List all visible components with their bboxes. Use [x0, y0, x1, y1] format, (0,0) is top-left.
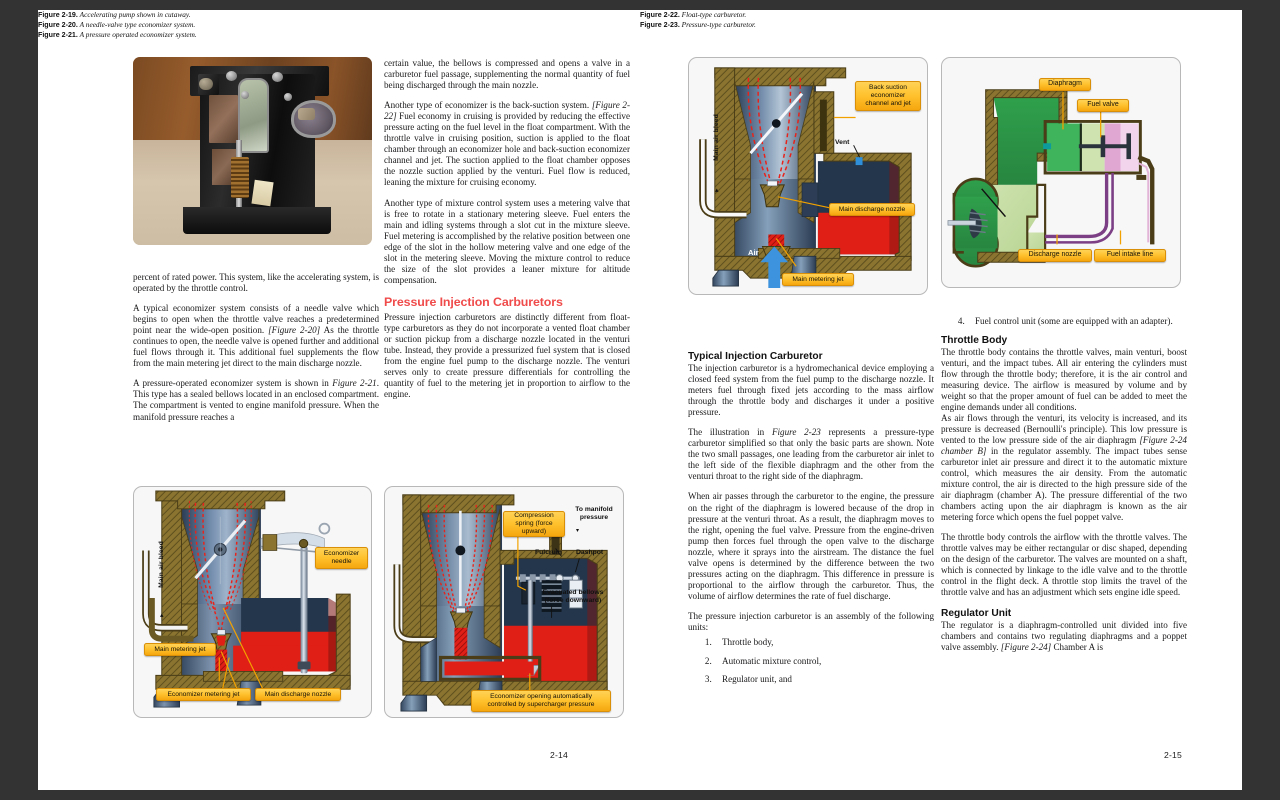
section-heading-regulator-unit: Regulator Unit: [941, 607, 1012, 619]
list-item: 2. Automatic mixture control,: [714, 656, 934, 667]
page-2-14: [38, 10, 640, 790]
paragraph: Another type of economizer is the back-suction system. [Figure 2-22] Fuel economy in cruising is provided by reducing the effective pressure acting on the fuel level in the float compartment. With the throttle valve in cruising position, suction is applied to the float chamber through an economizer hole and back-suction economizer channel and jet. The suction applied to the float chamber opposes the nozzle suction applied by the venturi. Fuel flow is reduced, leaning the mixture for cruising economy.: [384, 100, 630, 188]
arrow-manifold-pressure: ▾: [576, 528, 580, 534]
paragraph: The pressure injection carburetor is an assembly of the following units:: [688, 610, 934, 632]
photo-nut: [241, 91, 250, 99]
figure-2-20-frame: [133, 486, 372, 718]
callout-main-metering-jet: Main metering jet: [782, 273, 854, 286]
page-2-15-column-right: [941, 316, 1187, 662]
label-evacuated-bellows-text: Evacuated bellows (force downward): [542, 589, 604, 605]
figure-2-21-caption-label: Figure 2-21.: [38, 31, 78, 39]
paragraph: The regulator is a diaphragm-controlled unit divided into five chambers and contains two regulating diaphragms and a poppet valve assembly. [Figure 2-24] Chamber A is: [941, 619, 1187, 652]
paragraph: percent of rated power. This system, like the accelerating system, is operated by the throttle control.: [133, 272, 379, 294]
section-heading-typical-injection-carburetor: Typical Injection Carburetor: [688, 351, 823, 362]
figure-2-21-frame: [384, 486, 624, 718]
label-vent: Vent: [835, 139, 850, 146]
page-2-15: [640, 10, 1242, 790]
figure-2-20-caption-label: Figure 2-20.: [38, 21, 78, 29]
callout-main-air-bleed: Main air bleed: [158, 541, 165, 588]
injection-carburetor-units-list-continued: [941, 316, 1187, 327]
figure-2-21-caption-text: A pressure operated economizer system.: [79, 30, 197, 39]
callout-diaphragm: Diaphragm: [1039, 78, 1091, 91]
section-heading-throttle-body: Throttle Body: [941, 334, 1008, 346]
page-2-15-column-left: [688, 344, 934, 693]
callout-main-discharge-nozzle: Main discharge nozzle: [829, 203, 915, 216]
page-folio-2-15: 2-15: [1164, 750, 1183, 760]
photo-nut: [284, 93, 293, 101]
paragraph: The throttle body controls the airflow with the throttle valves. The throttle valves may be either rectangular or disc shaped, depending on the design of the carburetor. The valves are mounted on a shaft, which is connected by linkage to the idle valve and to the throttle control in the flight deck. A throttle stop limits the travel of the throttle valve and has an adjustment which sets engine idle speed.: [941, 532, 1187, 598]
paragraph: When air passes through the carburetor to the engine, the pressure on the right of the diaphragm is lowered because of the drop in pressure at the venturi throat. As a result, the diaphragm moves to the right, opening the fuel valve. Pressure from the engine-driven pump then forces fuel through the open valve to the discharge nozzle, where it sprays into the airstream. The distance the fuel valve opens is determined by the difference between the two pressures acting on the diaphragm. This difference in pressure is proportional to the airflow through the carburetor. Thus, the volume of airflow determines the rate of fuel discharge.: [688, 491, 934, 601]
photo-throttle-bore: [291, 100, 336, 138]
callout-main-discharge-nozzle: Main discharge nozzle: [255, 688, 341, 701]
paragraph: A pressure-operated economizer system is shown in Figure 2-21. This type has a sealed bellows located in an enclosed compartment. The compartment is vented to engine manifold pressure. When the manifold pressure reaches a: [133, 378, 379, 422]
photo-side-fitting: [198, 74, 220, 95]
callout-back-suction-economizer: Back suction economizer channel and jet: [855, 81, 921, 111]
photo-cutaway-window: [238, 78, 269, 153]
figure-2-22-frame: [688, 57, 928, 295]
callout-compression-spring: Compression spring (force upward): [503, 511, 565, 537]
paragraph: certain value, the bellows is compressed and opens a valve in a carburetor fuel passage, supplementing the normal quantity of fuel being discharged through the main nozzle.: [384, 58, 630, 91]
callout-economizer-opening: Economizer opening automatically controlled by supercharger pressure: [471, 690, 611, 712]
paragraph: The illustration in Figure 2-23 represents a pressure-type carburetor simplified so that only the basic parts are shown. Note the two small passages, one leading from the carburetor air inlet to the left side of the flexible diaphragm and the other from the venturi throat to the right side of the diaphragm.: [688, 427, 934, 482]
paragraph: A typical economizer system consists of a needle valve which begins to open when the throttle valve reaches a predetermined point near the wide-open position. [Figure 2-20] As the throttle continues to open, the needle valve is opened further and additional fuel flows through it. This additional fuel supplements the flow from the main metering jet direct to the main discharge nozzle.: [133, 303, 380, 369]
paragraph: Pressure injection carburetors are distinctly different from float-type carburetors as they do not incorporate a vented float chamber or suction pickup from a discharge nozzle located in the venturi tube. Instead, they provide a pressurized fuel system that is closed from the engine fuel pump to the discharge nozzle. The venturi serves only to create pressure differentials for controlling the quantity of fuel to the metering jet in proportion to airflow to the engine.: [384, 311, 630, 400]
paragraph: The injection carburetor is a hydromechanical device employing a closed feed system from the fuel pump to the discharge nozzle. It meters fuel through fixed jets according to the mass airflow through the throttle body and discharges it under a positive pressure.: [688, 363, 934, 418]
callout-economizer-needle: Economizer needle: [315, 547, 368, 569]
figure-2-19-caption-text: Accelerating pump shown in cutaway.: [79, 10, 191, 19]
section-heading-pressure-injection-carburetors: Pressure Injection Carburetors: [384, 294, 563, 309]
label-to-manifold-pressure: [568, 506, 620, 522]
list-item: 4. Fuel control unit (some are equipped with an adapter).: [967, 316, 1187, 327]
photo-pump-spring: [231, 157, 249, 198]
callout-main-metering-jet: Main metering jet: [144, 643, 216, 656]
callout-discharge-nozzle: Discharge nozzle: [1018, 249, 1092, 262]
figure-2-20-caption: [38, 20, 283, 30]
paragraph: As air flows through the venturi, its velocity is increased, and its pressure is decreased (Bernoulli's principle). This low pressure is vented to the low pressure side of the air diaphragm [Figure 2-24 chamber B] in the regulator assembly. The impact tubes sense carburetor inlet air pressure and direct it to the automatic mixture control, which measures the air density. From the automatic mixture control, the air is directed to the high pressure side of the air diaphragm (chamber A). The pressure differential of the two chambers acting upon the air diaphragm is known as the air metering force which opens the fuel poppet valve.: [941, 412, 1187, 523]
photo-nameplate: [209, 95, 238, 144]
figure-2-22-caption-label: Figure 2-22.: [640, 11, 680, 19]
figure-2-22-caption: [640, 10, 885, 20]
page-folio-2-14: 2-14: [550, 750, 569, 760]
list-item: 1. Throttle body,: [714, 637, 934, 648]
figure-2-23-caption-label: Figure 2-23.: [640, 21, 680, 29]
page-2-14-column-right: [384, 58, 630, 409]
figure-2-19-photo: [133, 57, 372, 245]
callout-economizer-metering-jet: Economizer metering jet: [156, 688, 251, 701]
injection-carburetor-units-list: [688, 637, 934, 685]
photo-tag: [251, 180, 273, 207]
figure-2-22-caption-text: Float-type carburetor.: [681, 10, 747, 19]
figure-2-23-frame: [941, 57, 1181, 288]
figure-2-19-caption: [38, 10, 283, 20]
photo-nut: [272, 72, 283, 82]
page-2-14-column-left: [133, 272, 379, 432]
label-to-manifold-pressure-text: To manifold pressure: [575, 506, 613, 522]
figure-2-21-caption: [38, 30, 283, 40]
list-item: 3. Regulator unit, and: [714, 674, 934, 685]
label-air: Air: [748, 248, 759, 257]
label-fulcrum: Fulcrum: [535, 549, 562, 556]
figure-2-20-drawing: [134, 487, 371, 717]
figure-2-23-caption: [640, 20, 885, 30]
figure-2-19-caption-label: Figure 2-19.: [38, 11, 78, 19]
paragraph: The throttle body contains the throttle valves, main venturi, boost venturi, and the impact tubes. All air entering the cylinders must flow through the throttle body; therefore, it is the air control and measuring device. The airflow is measured by volume and by weight so that the proper amount of fuel can be added to meet the engine demands under all conditions.: [941, 346, 1187, 412]
callout-fuel-valve: Fuel valve: [1077, 99, 1129, 112]
figure-2-23-caption-text: Pressure-type carburetor.: [681, 20, 756, 29]
callout-main-air-bleed: Main air bleed: [713, 114, 720, 161]
arrow-main-air-bleed: ▴: [160, 611, 164, 619]
arrow-main-air-bleed: ▴: [715, 186, 719, 194]
photo-mounting-flange: [183, 207, 331, 233]
figure-2-20-caption-text: A needle-valve type economizer system.: [79, 20, 196, 29]
label-dashpot: Dashpot: [576, 549, 604, 556]
paragraph: Another type of mixture control system uses a metering valve that is free to rotate in a stationary metering sleeve. Fuel enters the main and idling systems through a slot cut in the mixture sleeve. Fuel metering is accomplished by the relative position between one edge of the slot in the hollow metering valve and one edge of the slot in the metering sleeve. Moving the mixture control to reduce the size of the slot provides a leaner mixture for altitude compensation.: [384, 197, 630, 285]
callout-fuel-intake-line: Fuel intake line: [1094, 249, 1166, 262]
label-evacuated-bellows: [540, 589, 606, 606]
